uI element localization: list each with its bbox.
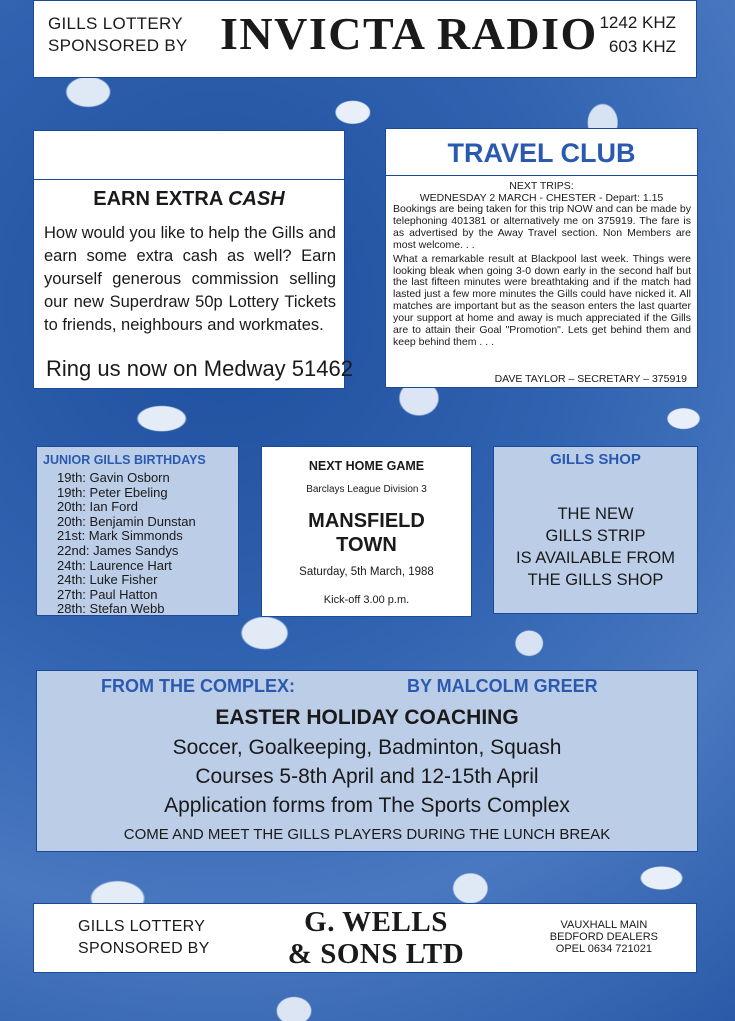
lottery-sponsor-label: GILLS LOTTERY SPONSORED BY bbox=[48, 14, 188, 55]
list-item: 21st: Mark Simmonds bbox=[57, 528, 183, 544]
lottery-sponsor-label: GILLS LOTTERY SPONSORED BY bbox=[78, 918, 210, 957]
game-league: Barclays League Division 3 bbox=[306, 484, 427, 495]
shop-body: THE NEW GILLS STRIP IS AVAILABLE FROM THE GILLS SHOP bbox=[516, 505, 675, 589]
next-home-game-panel bbox=[261, 446, 472, 617]
earn-title: EARN EXTRA CASH bbox=[93, 188, 285, 210]
list-item: 27th: Paul Hatton bbox=[57, 586, 158, 602]
junior-title: JUNIOR GILLS BIRTHDAYS bbox=[43, 453, 206, 467]
coaching-forms: Application forms from The Sports Complex bbox=[164, 794, 570, 817]
coaching-sports: Soccer, Goalkeeping, Badminton, Squash bbox=[172, 736, 562, 759]
game-title: NEXT HOME GAME bbox=[308, 459, 425, 473]
list-item: 22nd: James Sandys bbox=[57, 542, 179, 558]
complex-heading: FROM THE COMPLEX: bbox=[101, 676, 295, 696]
earn-body: How would you like to help the Gills and earn some extra cash as well? Earn yourself generous commission selling our new Superdraw 50p Lottery Tickets to friends, neighbours and workmates. bbox=[44, 224, 336, 334]
complex-author: BY MALCOLM GREER bbox=[407, 676, 598, 696]
list-item: 20th: Benjamin Dunstan bbox=[57, 513, 196, 529]
kickoff-time: Kick-off 3.00 p.m. bbox=[323, 594, 410, 606]
list-item: 19th: Peter Ebeling bbox=[57, 484, 168, 500]
birthday-list bbox=[57, 471, 196, 617]
game-date: Saturday, 5th March, 1988 bbox=[299, 566, 434, 578]
travel-body: Bookings are being taken for this trip NOW and can be made by telephoning 401381 or alternatively me on 375919. The fare is as advertised by the Away Travel section. Non Members are most welcome. . . What a remarkable result at Blackpool last week. Things were looking bleak when going 3-0 down early in the second half but the last fifteen minutes were breathtaking and if the match had lasted just a few more minutes the Gills could have nicked it. All matches are important but as the season enters the last quarter your support at home and away is much appreciated if the Gills are to attain their Goal "Promotion". Lets get behind them and keep behind them . . . bbox=[393, 203, 691, 348]
list-item: 24th: Luke Fisher bbox=[57, 572, 158, 588]
list-item: 20th: Ian Ford bbox=[57, 499, 138, 515]
earn-extra-cash-panel bbox=[33, 179, 353, 389]
list-item: 28th: Stefan Webb bbox=[57, 601, 165, 617]
wells-banner bbox=[33, 903, 697, 973]
earn-phone: Ring us now on Medway 51462 bbox=[46, 356, 353, 381]
travel-signature: DAVE TAYLOR – SECRETARY – 375919 bbox=[494, 373, 687, 385]
sponsor-name: G. WELLS & SONS LTD bbox=[287, 906, 465, 970]
travel-club-panel bbox=[385, 128, 698, 388]
complex-footer: COME AND MEET THE GILLS PLAYERS DURING THE LUNCH BREAK bbox=[123, 826, 611, 843]
earn-header-panel bbox=[33, 130, 345, 180]
complex-panel bbox=[36, 670, 698, 852]
list-item: 24th: Laurence Hart bbox=[57, 557, 172, 573]
sponsor-name: INVICTA RADIO bbox=[220, 8, 598, 59]
coaching-dates: Courses 5-8th April and 12-15th April bbox=[195, 765, 539, 788]
dealer-info: VAUXHALL MAIN BEDFORD DEALERS OPEL 0634 721021 bbox=[549, 919, 658, 955]
coaching-title: EASTER HOLIDAY COACHING bbox=[215, 706, 519, 729]
shop-title: GILLS SHOP bbox=[550, 451, 641, 468]
gills-shop-panel bbox=[493, 446, 698, 614]
next-trips: NEXT TRIPS: WEDNESDAY 2 MARCH - CHESTER - Depart: 1.15 bbox=[419, 180, 664, 204]
list-item: 19th: Gavin Osborn bbox=[57, 470, 170, 485]
travel-title: TRAVEL CLUB bbox=[386, 131, 697, 176]
radio-frequencies: 1242 KHZ 603 KHZ bbox=[599, 13, 676, 56]
opponent-name: MANSFIELD TOWN bbox=[308, 510, 425, 556]
junior-birthdays-panel bbox=[36, 446, 239, 616]
invicta-radio-banner bbox=[33, 0, 697, 78]
